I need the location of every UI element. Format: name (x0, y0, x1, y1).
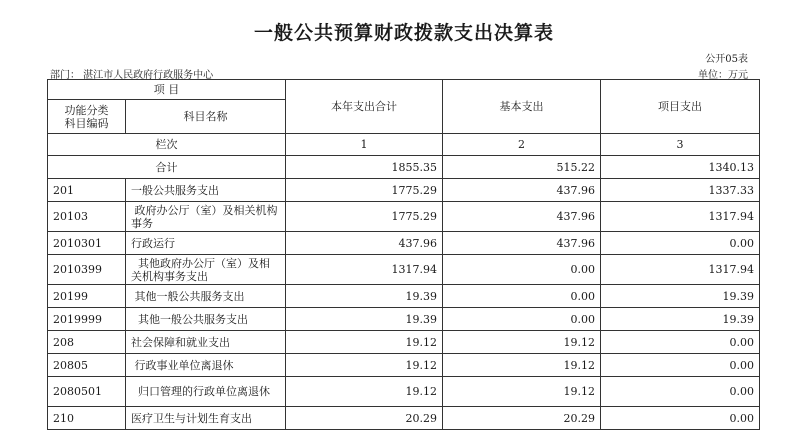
subject-code: 2010301 (48, 232, 126, 255)
table-row (48, 202, 760, 232)
total-amount: 20.29 (286, 407, 443, 430)
table-row (48, 308, 760, 331)
subject-name: 其他一般公共服务支出 (126, 285, 286, 308)
basic-amount: 0.00 (443, 285, 601, 308)
table-row (48, 232, 760, 255)
header-subject-name: 科目名称 (126, 100, 286, 134)
subject-name: 其他政府办公厅（室）及相关机构事务支出 (126, 255, 286, 285)
total-row (48, 156, 760, 179)
subject-name: 行政运行 (126, 232, 286, 255)
total-label: 合计 (48, 156, 286, 179)
basic-amount: 437.96 (443, 202, 601, 232)
table-row (48, 377, 760, 407)
table-row (48, 255, 760, 285)
basic-amount: 437.96 (443, 179, 601, 202)
table-row (48, 354, 760, 377)
subject-code: 2019999 (48, 308, 126, 331)
subject-code: 20805 (48, 354, 126, 377)
header-row-1 (48, 80, 760, 100)
subject-code: 210 (48, 407, 126, 430)
project-amount: 1337.33 (601, 179, 760, 202)
total-amount: 19.12 (286, 331, 443, 354)
project-amount: 0.00 (601, 354, 760, 377)
column-number-1: 1 (286, 134, 443, 156)
subject-name: 行政事业单位离退休 (126, 354, 286, 377)
project-amount: 19.39 (601, 285, 760, 308)
subject-code: 2010399 (48, 255, 126, 285)
table-row (48, 285, 760, 308)
table-row (48, 407, 760, 430)
total-amount: 19.12 (286, 354, 443, 377)
project-amount: 0.00 (601, 377, 760, 407)
total-amount: 437.96 (286, 232, 443, 255)
header-basic: 基本支出 (443, 80, 601, 134)
total-amount: 1775.29 (286, 179, 443, 202)
subject-code: 20103 (48, 202, 126, 232)
subject-name: 医疗卫生与计划生育支出 (126, 407, 286, 430)
total-amount: 19.39 (286, 285, 443, 308)
department-label: 部门： 湛江市人民政府行政服务中心 (50, 70, 214, 81)
subject-code: 208 (48, 331, 126, 354)
column-number-label: 栏次 (48, 134, 286, 156)
total-project: 1340.13 (601, 156, 760, 179)
column-number-2: 2 (443, 134, 601, 156)
basic-amount: 19.12 (443, 331, 601, 354)
total-amount: 1775.29 (286, 202, 443, 232)
header-total: 本年支出合计 (286, 80, 443, 134)
subject-name: 社会保障和就业支出 (126, 331, 286, 354)
total-amount: 19.39 (286, 308, 443, 331)
project-amount: 1317.94 (601, 255, 760, 285)
total-amount: 1317.94 (286, 255, 443, 285)
table-row (48, 179, 760, 202)
total-amount: 1855.35 (286, 156, 443, 179)
subject-code: 2080501 (48, 377, 126, 407)
total-basic: 515.22 (443, 156, 601, 179)
header-func-code: 功能分类 科目编码 (48, 100, 126, 134)
form-number: 公开05表 (705, 54, 748, 65)
unit-label: 单位：万元 (698, 70, 748, 81)
report-title: 一般公共预算财政拨款支出决算表 (253, 22, 554, 44)
subject-code: 201 (48, 179, 126, 202)
table-row (48, 331, 760, 354)
project-amount: 19.39 (601, 308, 760, 331)
subject-name: 政府办公厅（室）及相关机构事务 (126, 202, 286, 232)
expenditure-table (47, 79, 760, 430)
subject-name: 一般公共服务支出 (126, 179, 286, 202)
total-amount: 19.12 (286, 377, 443, 407)
column-number-3: 3 (601, 134, 760, 156)
header-project: 项目支出 (601, 80, 760, 134)
column-number-row (48, 134, 760, 156)
basic-amount: 0.00 (443, 255, 601, 285)
project-amount: 0.00 (601, 232, 760, 255)
basic-amount: 0.00 (443, 308, 601, 331)
project-amount: 0.00 (601, 331, 760, 354)
project-amount: 0.00 (601, 407, 760, 430)
basic-amount: 20.29 (443, 407, 601, 430)
basic-amount: 19.12 (443, 377, 601, 407)
subject-code: 20199 (48, 285, 126, 308)
basic-amount: 19.12 (443, 354, 601, 377)
basic-amount: 437.96 (443, 232, 601, 255)
project-amount: 1317.94 (601, 202, 760, 232)
subject-name: 其他一般公共服务支出 (126, 308, 286, 331)
subject-name: 归口管理的行政单位离退休 (126, 377, 286, 407)
header-item: 项 目 (48, 80, 286, 100)
